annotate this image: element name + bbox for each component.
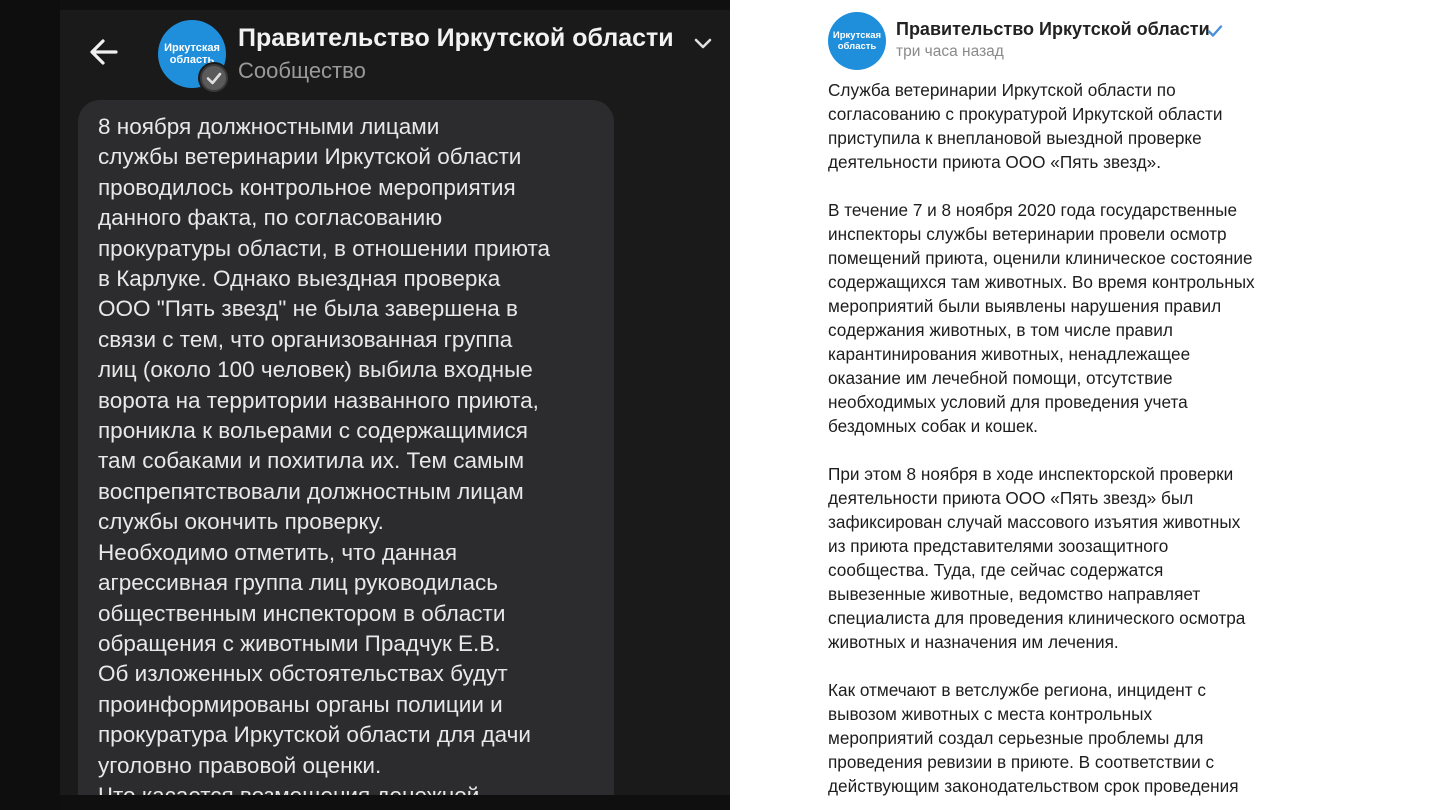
post-line: из приюта представителями зоозащитного bbox=[828, 536, 1169, 556]
post-line: оказание им лечебной помощи, отсутствие bbox=[828, 368, 1173, 388]
bottom-edge bbox=[730, 798, 1440, 810]
message-line: общественным инспектором в области bbox=[98, 600, 506, 626]
message-line: агрессивная группа лиц руководилась bbox=[98, 570, 498, 596]
top-status-strip bbox=[60, 0, 730, 10]
post-line: приступила к внеплановой выездной проверке bbox=[828, 128, 1202, 148]
avatar-text-line-2: область bbox=[837, 41, 877, 52]
post-line: мероприятий создал серьезные проблемы для bbox=[828, 728, 1204, 748]
post-line: мероприятий были выявлены нарушения правил bbox=[828, 296, 1222, 316]
arrow-left-icon[interactable] bbox=[86, 34, 122, 70]
verified-check-icon bbox=[198, 62, 230, 94]
post-line: карантинирования животных, ненадлежащее bbox=[828, 344, 1191, 364]
left-screenshot bbox=[60, 0, 730, 810]
post-line: Служба ветеринарии Иркутской области по bbox=[828, 80, 1176, 100]
avatar-text-line-2: область bbox=[169, 54, 215, 66]
left-margin bbox=[0, 0, 60, 810]
right-screenshot bbox=[730, 0, 1440, 810]
message-line: проводилось контрольное мероприятия bbox=[98, 174, 516, 200]
post-line: вывезенные животные, ведомство направляет bbox=[828, 584, 1201, 604]
message-line: там собаками и похитила их. Тем самым bbox=[98, 448, 525, 474]
post-paragraph bbox=[828, 462, 1298, 654]
post-line: инспекторы службы ветеринарии провели осмотр bbox=[828, 224, 1227, 244]
post-line: содержащихся там животных. Во время контрольных bbox=[828, 272, 1255, 292]
message-line: прокуратура Иркутской области для дачи bbox=[98, 722, 531, 748]
post-line: сообщества. Туда, где сейчас содержатся bbox=[828, 560, 1164, 580]
avatar-text-line-1: Иркутская bbox=[832, 30, 882, 41]
post-line: действующим законодательством срок проведения bbox=[828, 776, 1239, 796]
message-text bbox=[98, 112, 618, 810]
post-author[interactable]: Правительство Иркутской области bbox=[896, 19, 1210, 39]
message-line: связи с тем, что организованная группа bbox=[98, 326, 513, 352]
post-paragraph bbox=[828, 678, 1298, 810]
message-line: Необходимо отметить, что данная bbox=[98, 539, 458, 565]
message-line: Об изложенных обстоятельствах будут bbox=[98, 661, 508, 687]
post-line: деятельности приюта ООО «Пять звезд». bbox=[828, 152, 1161, 172]
message-line: службы ветеринарии Иркутской области bbox=[98, 144, 522, 170]
message-line: в Карлуке. Однако выездная проверка bbox=[98, 266, 501, 292]
post-timestamp[interactable]: три часа назад bbox=[896, 43, 1004, 60]
message-line: службы окончить проверку. bbox=[98, 509, 384, 535]
post-line: деятельности приюта ООО «Пять звезд» был bbox=[828, 488, 1194, 508]
community-subtitle: Сообщество bbox=[238, 58, 366, 83]
message-line: ООО "Пять звезд" не была завершена в bbox=[98, 296, 519, 322]
message-line: воспрепятствовали должностным лицам bbox=[98, 478, 524, 504]
bottom-strip bbox=[60, 795, 730, 810]
message-line: прокуратуры области, в отношении приюта bbox=[98, 235, 551, 261]
post-line: бездомных собак и кошек. bbox=[828, 416, 1038, 436]
message-line: проинформированы органы полиции и bbox=[98, 691, 503, 717]
post-line: вывозом животных с места контрольных bbox=[828, 704, 1153, 724]
post-line: Как отмечают в ветслужбе региона, инцидент с bbox=[828, 680, 1206, 700]
post-line: При этом 8 ноября в ходе инспекторской проверки bbox=[828, 464, 1234, 484]
message-line: данного факта, по согласованию bbox=[98, 205, 443, 231]
post-text bbox=[828, 78, 1298, 810]
message-line: уголовно правовой оценки. bbox=[98, 752, 382, 778]
message-line: обращения с животными Прадчук Е.В. bbox=[98, 630, 501, 656]
message-line: ворота на территории названного приюта, bbox=[98, 387, 539, 413]
post-line: содержания животных, в том числе правил bbox=[828, 320, 1173, 340]
verified-check-icon bbox=[1206, 22, 1224, 40]
post-line: животных и назначения им лечения. bbox=[828, 632, 1119, 652]
post-line: проведения ревизии в приюте. В соответствии с bbox=[828, 752, 1215, 772]
post-line: необходимых условий для проведения учета bbox=[828, 392, 1188, 412]
post-line: специалиста для проведения клинического осмотра bbox=[828, 608, 1246, 628]
community-title[interactable]: Правительство Иркутской области bbox=[238, 24, 674, 52]
avatar-text-line-1: Иркутская bbox=[164, 42, 220, 54]
post-line: помещений приюта, оценили клиническое состояние bbox=[828, 248, 1253, 268]
message-line: лиц (около 100 человек) выбила входные bbox=[98, 357, 533, 383]
post-line: В течение 7 и 8 ноября 2020 года государственные bbox=[828, 200, 1238, 220]
post-line: зафиксирован случай массового изъятия животных bbox=[828, 512, 1241, 532]
avatar[interactable] bbox=[828, 12, 886, 70]
post-line: согласованию с прокуратурой Иркутской области bbox=[828, 104, 1223, 124]
post-paragraph bbox=[828, 198, 1298, 438]
chevron-down-icon[interactable] bbox=[692, 32, 714, 54]
message-line: 8 ноября должностными лицами bbox=[98, 114, 440, 139]
post-paragraph bbox=[828, 78, 1298, 174]
message-line: проникла к вольерами с содержащимися bbox=[98, 418, 528, 444]
